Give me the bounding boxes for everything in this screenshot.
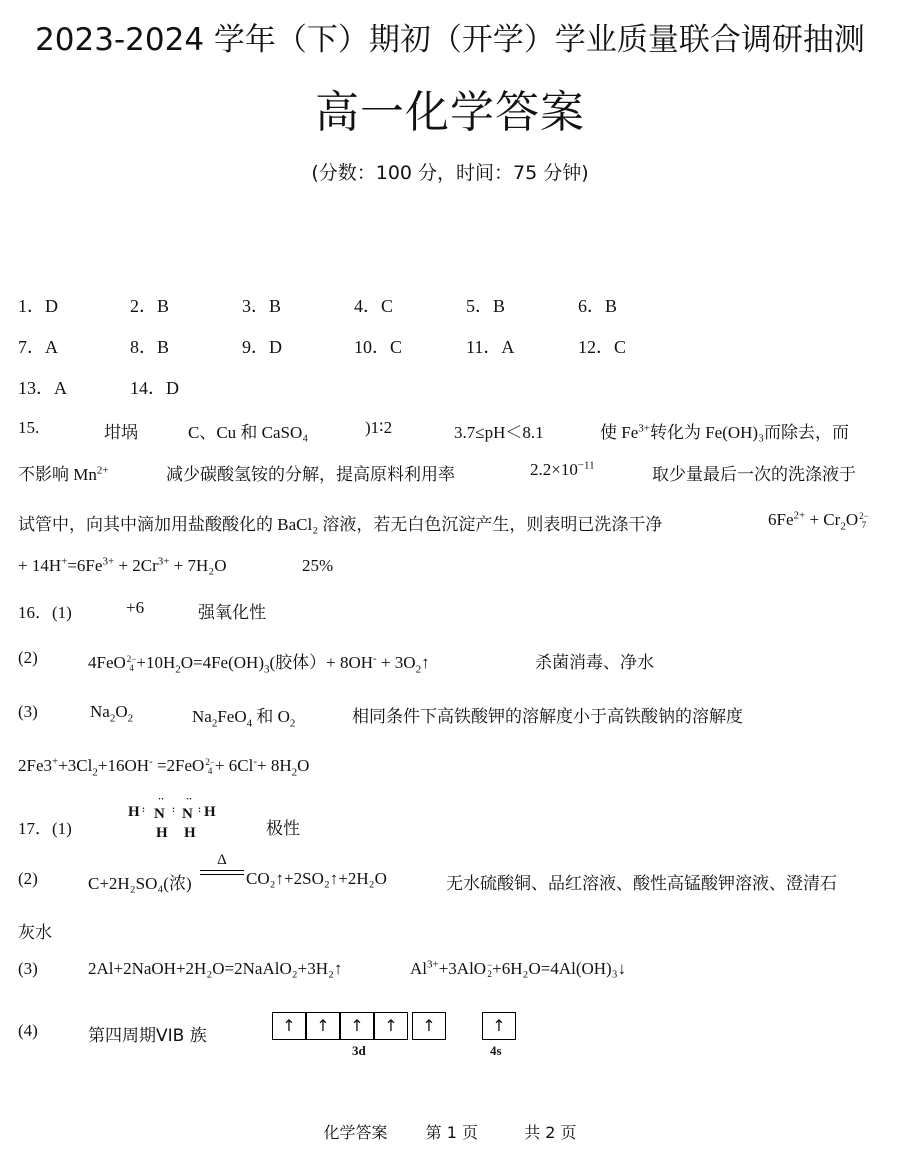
lewis-h: H — [156, 825, 168, 841]
q15-answer-5: 使 $Fe^{3+}$转化为 Fe(OH)₃而除去，而 — [600, 422, 850, 442]
answer-6: 6．B — [578, 296, 618, 316]
lewis-n: N — [182, 806, 193, 822]
q16-part2-equation: 4FeO2− $4 +10H_2O=4Fe(OH)_3$(胶体）+ $8OH^- + 3O_2↑$ — [88, 652, 430, 676]
q15-line4: + $14H^+=6Fe^{3+} + 2Cr^{3+} + 7H_2O$ — [18, 555, 227, 575]
lewis-electron-pair: : — [198, 804, 201, 814]
page-footer — [0, 1120, 900, 1143]
q15-answer-3: )1∶2 — [365, 418, 393, 437]
answer-7: 7．A — [18, 337, 58, 357]
answer-14: 14．D — [130, 378, 179, 398]
q17-part2-label: (2) — [18, 869, 38, 888]
q15-label: 15. — [18, 418, 40, 437]
equals-line-bottom — [200, 874, 244, 875]
document-title: 2023-2024 学年（下）期初（开学）学业质量联合调研抽测 — [35, 22, 865, 58]
q17-part2-b: 无水硫酸铜、品红溶液、酸性高锰酸钾溶液、澄清石 — [446, 874, 837, 894]
lewis-h: H — [204, 804, 216, 820]
answer-9: 9．D — [242, 337, 282, 357]
q16-part1-a: +6 — [126, 598, 145, 617]
q17-part3-b: $Al^{3+}+3AlO-$ 2+6H₂O=4Al(OH)₃↓ — [410, 958, 627, 980]
q15-answer-1: 坩埚 — [104, 423, 138, 443]
q17-part1-label: 17．(1) — [18, 819, 72, 838]
q16-part3-c: 相同条件下高铁酸钾的溶解度小于高铁酸钠的溶解度 — [352, 707, 743, 727]
q15-line2-c: $2.2\times 10^{-11}$ — [530, 459, 595, 479]
q17-part2-equation-left: C+2H₂SO₄(浓) — [88, 874, 192, 893]
orbital-3d-box: ↑ — [306, 1012, 340, 1040]
q15-line3-a: 试管中，向其中滴加用盐酸酸化的 BaCl₂ 溶液，若无白色沉淀产生，则表明已洗涤干净 — [18, 515, 663, 534]
lewis-n: N — [154, 806, 165, 822]
q15-line3-b: $6Fe^{2+} + Cr_2O2-$ 7 — [768, 509, 869, 533]
answer-5: 5．B — [466, 296, 506, 316]
q16-part3-label: (3) — [18, 702, 38, 721]
q17-part2-equation-right: CO₂↑+2SO₂↑+2H₂O — [246, 869, 387, 888]
answer-3: 3．B — [242, 296, 282, 316]
lewis-electron-pair: : — [142, 804, 145, 814]
q15-line2-a: 不影响 $Mn^{2+}$ — [18, 464, 109, 484]
exam-info: (分数：100 分，时间：75 分钟) — [311, 162, 589, 184]
q17-part1-b: 极性 — [266, 819, 300, 839]
q17-part4-a: 第四周期VIB 族 — [88, 1026, 207, 1046]
equals-line-top — [200, 870, 244, 871]
q17-part3-a: 2Al+2NaOH+2H₂O=2NaAlO₂+3H₂↑ — [88, 959, 343, 978]
document-subtitle: 高一化学答案 — [315, 87, 585, 138]
answer-8: 8．B — [130, 337, 170, 357]
q15-line2-d: 取少量最后一次的洗涤液于 — [652, 465, 856, 485]
orbital-4s-label: 4s — [490, 1043, 502, 1058]
answer-1: 1．D — [18, 296, 58, 316]
lewis-h: H — [128, 804, 140, 820]
footer-subject: 化学答案 — [323, 1123, 388, 1142]
q17-part2-c: 灰水 — [18, 923, 52, 943]
answer-10: 10．C — [354, 337, 403, 357]
answer-13: 13．A — [18, 378, 67, 398]
q16-part3-b: $Na_2FeO_4$ 和 $O_2$ — [192, 707, 296, 730]
lewis-electron-pair: ·· — [186, 794, 193, 804]
orbital-3d-box: ↑ — [374, 1012, 408, 1040]
lewis-h: H — [184, 825, 196, 841]
q16-part1-label: 16．(1) — [18, 603, 72, 622]
q15-answer-2: C、Cu 和 CaSO₄ — [188, 423, 309, 442]
reaction-condition — [200, 852, 244, 875]
q15-answer-4: 3.7≤pH＜8.1 — [454, 423, 544, 442]
footer-page-number: 第 1 页 — [425, 1123, 478, 1142]
lewis-electron-pair: ·· — [158, 794, 165, 804]
q16-part2-label: (2) — [18, 648, 38, 667]
q17-part3-label: (3) — [18, 959, 38, 978]
answer-2: 2．B — [130, 296, 170, 316]
orbital-3d-label: 3d — [352, 1043, 366, 1058]
footer-total-pages: 共 2 页 — [524, 1123, 577, 1142]
orbital-3d-box: ↑ — [412, 1012, 446, 1040]
q16-part2-b: 杀菌消毒、净水 — [535, 653, 654, 673]
q16-part3-a: $Na_2O_2$ — [90, 702, 134, 725]
q16-part4-equation: $2Fe3^++3Cl_2+16OH^- =2FeO2-$ $4 + 6Cl^-+ 8H_2O$ — [18, 755, 310, 779]
q15-line2-b: 减少碳酸氢铵的分解，提高原料利用率 — [166, 465, 455, 485]
answer-4: 4．C — [354, 296, 394, 316]
orbital-4s-box: ↑ — [482, 1012, 516, 1040]
q17-part4-label: (4) — [18, 1021, 38, 1040]
orbital-3d-box: ↑ — [340, 1012, 374, 1040]
lewis-electron-pair: : — [172, 804, 175, 814]
orbital-3d-box: ↑ — [272, 1012, 306, 1040]
q16-part1-b: 强氧化性 — [198, 603, 266, 623]
hydrazine-lewis-structure — [128, 794, 228, 846]
heat-symbol: Δ — [217, 852, 227, 868]
q15-line4-e: 25% — [302, 556, 334, 575]
answer-11: 11．A — [466, 337, 515, 357]
answer-12: 12．C — [578, 337, 627, 357]
